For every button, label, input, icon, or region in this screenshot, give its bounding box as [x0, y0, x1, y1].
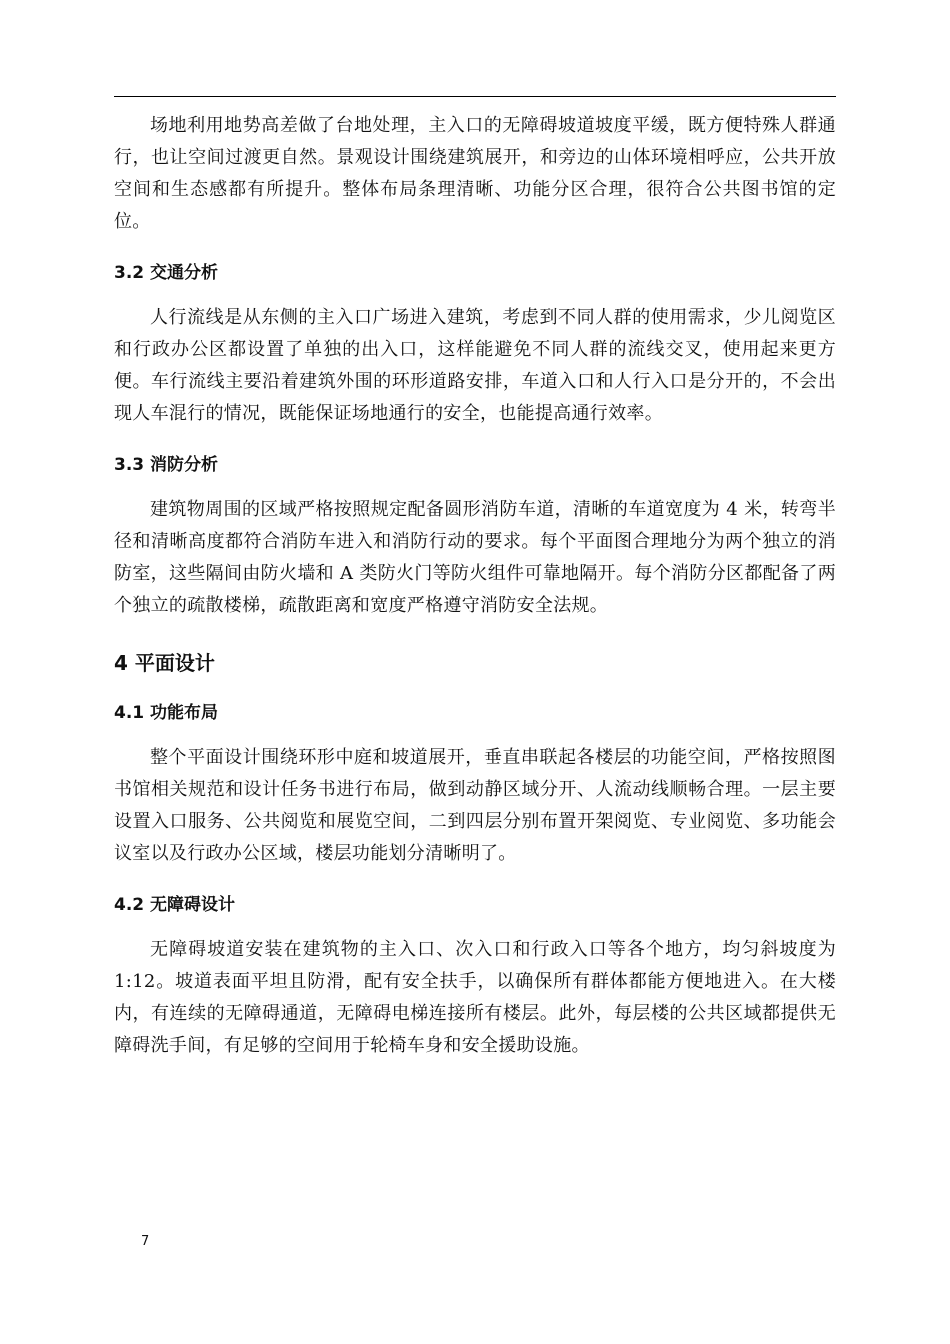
- section-heading-4-2: 4.2 无障碍设计: [114, 895, 236, 915]
- section-heading-3-2: 3.2 交通分析: [114, 263, 219, 283]
- page-content: [114, 110, 836, 1062]
- section-heading-3-3: 3.3 消防分析: [114, 455, 219, 475]
- page-number: 7: [141, 1234, 150, 1249]
- section-paragraph-3-2: 人行流线是从东侧的主入口广场进入建筑，考虑到不同人群的使用需求，少儿阅览区和行政办公区都设置了单独的出入口，这样能避免不同人群的流线交叉，使用起来更方便。车行流线主要沿着建筑外围的环形道路安排，车道入口和人行入口是分开的，不会出现人车混行的情况，既能保证场地通行的安全，也能提高通行效率。: [114, 307, 836, 424]
- section-paragraph-4-1: 整个平面设计围绕环形中庭和坡道展开，垂直串联起各楼层的功能空间，严格按照图书馆相关规范和设计任务书进行布局，做到动静区域分开、人流动线顺畅合理。一层主要设置入口服务、公共阅览和展览空间，二到四层分别布置开架阅览、专业阅览、多功能会议室以及行政办公区域，楼层功能划分清晰明了。: [114, 747, 836, 864]
- intro-paragraph: 场地利用地势高差做了台地处理，主入口的无障碍坡道坡度平缓，既方便特殊人群通行，也让空间过渡更自然。景观设计围绕建筑展开，和旁边的山体环境相呼应，公共开放空间和生态感都有所提升。整体布局条理清晰、功能分区合理，很符合公共图书馆的定位。: [114, 115, 836, 232]
- section-heading-4-1: 4.1 功能布局: [114, 703, 219, 723]
- header-rule: [114, 96, 836, 97]
- section-paragraph-4-2: 无障碍坡道安装在建筑物的主入口、次入口和行政入口等各个地方，均匀斜坡度为 1:12。坡道表面平坦且防滑，配有安全扶手，以确保所有群体都能方便地进入。在大楼内，有连续的无障碍通道，无障碍电梯连接所有楼层。此外，每层楼的公共区域都提供无障碍洗手间，有足够的空间用于轮椅车身和安全援助设施。: [114, 939, 836, 1056]
- section-paragraph-3-3: 建筑物周围的区域严格按照规定配备圆形消防车道，清晰的车道宽度为 4 米，转弯半径和清晰高度都符合消防车进入和消防行动的要求。每个平面图合理地分为两个独立的消防室，这些隔间由防火墙和 A 类防火门等防火组件可靠地隔开。每个消防分区都配备了两个独立的疏散楼梯，疏散距离和宽度严格遵守消防安全法规。: [114, 499, 836, 616]
- chapter-heading-4: 4 平面设计: [114, 651, 215, 675]
